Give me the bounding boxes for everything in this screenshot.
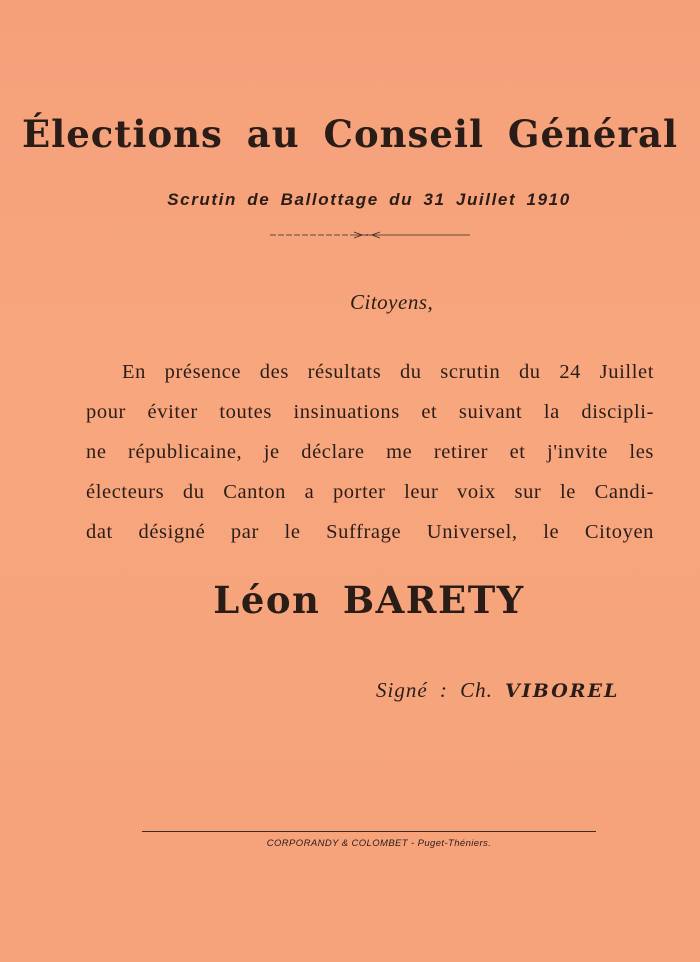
body-paragraph <box>86 352 654 552</box>
body-line: dat désigné par le Suffrage Universel, le Citoyen <box>86 521 654 543</box>
body-line: En présence des résultats du scrutin du 24 Juillet <box>122 361 654 383</box>
body-line: ne républicaine, je déclare me retirer et j'invite les <box>86 441 654 463</box>
body-line: pour éviter toutes insinuations et suivant la discipli- <box>86 401 654 423</box>
printer-credit: CORPORANDY & COLOMBET - Puget-Théniers. <box>266 838 492 849</box>
candidate-name: Léon BARETY <box>213 578 525 622</box>
body-line: électeurs du Canton a porter leur voix sur le Candi- <box>86 481 654 503</box>
signature-prefix: Signé : Ch. <box>376 678 493 702</box>
decorative-rule-ornament <box>270 230 470 240</box>
salutation: Citoyens, <box>350 290 434 314</box>
signature-name: VIBOREL <box>505 680 620 702</box>
printer-divider <box>142 831 596 832</box>
poster-subtitle: Scrutin de Ballottage du 31 Juillet 1910 <box>167 190 571 209</box>
poster-title: Élections au Conseil Général <box>21 112 679 156</box>
signature <box>376 678 619 703</box>
